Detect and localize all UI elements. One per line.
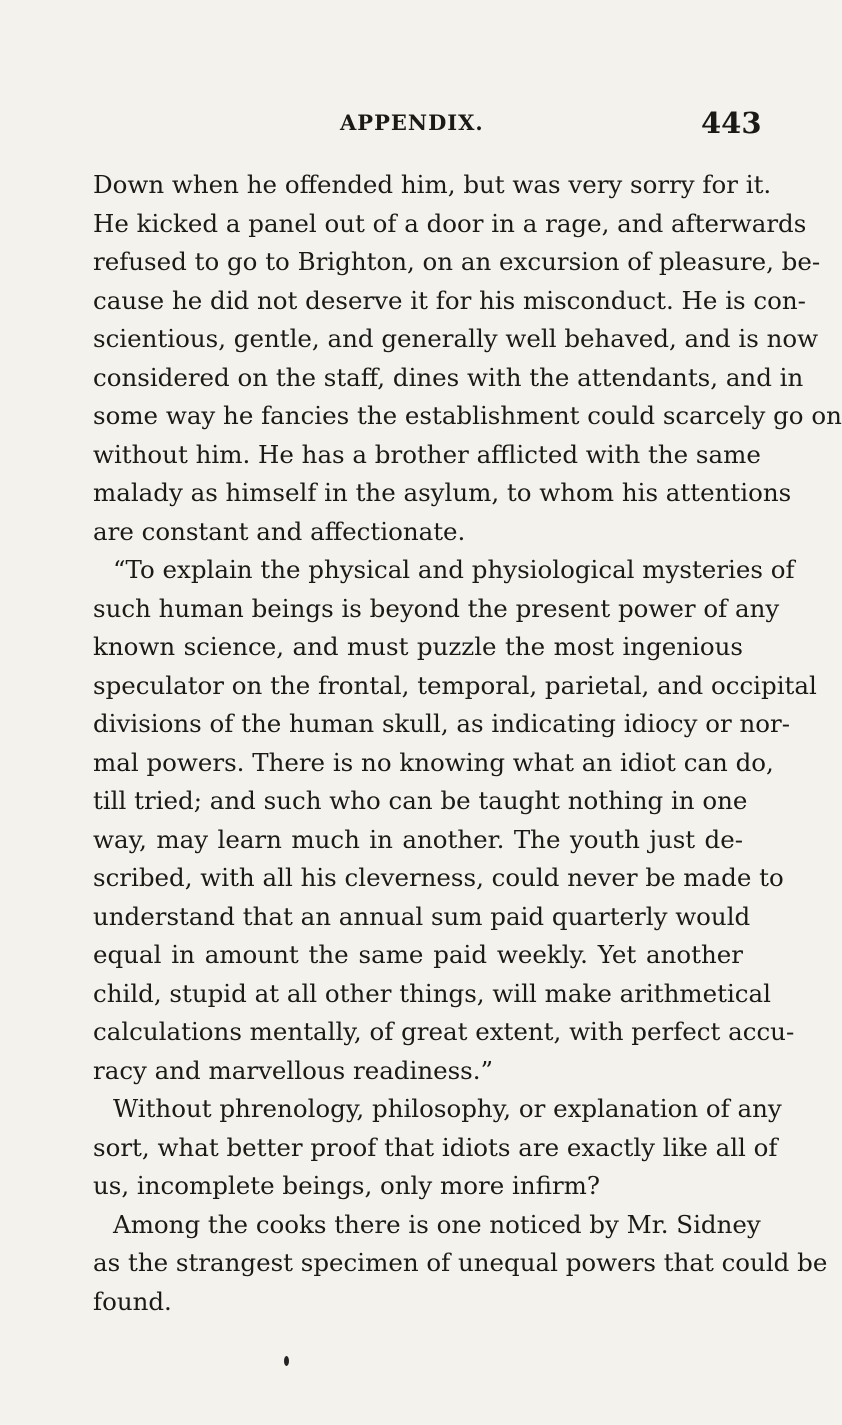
text-line: are constant and affectionate. <box>93 516 466 546</box>
text-line: equal in amount the same paid weekly. Yet another <box>93 940 743 969</box>
text-line: such human beings is beyond the present power of any <box>93 593 780 623</box>
text-line: us, incomplete beings, only more infirm? <box>93 1171 601 1200</box>
text-line: refused to go to Brighton, on an excursion of pleasure, be- <box>93 247 821 276</box>
text-line: scientious, gentle, and generally well behaved, and is now <box>93 324 819 353</box>
text-line: cause he did not deserve it for his misconduct. He is con- <box>93 285 806 315</box>
text-line: understand that an annual sum paid quarterly would <box>93 901 751 931</box>
text-line: Without phrenology, philosophy, or explanation of any <box>113 1094 782 1123</box>
text-line: considered on the staff, dines with the attendants, and in <box>93 362 804 392</box>
running-head-title: APPENDIX. <box>340 110 484 135</box>
text-line: way, may learn much in another. The youth just de- <box>93 824 743 854</box>
text-line: malady as himself in the asylum, to whom his attentions <box>93 478 792 507</box>
text-line: scribed, with all his cleverness, could never be made to <box>93 863 784 892</box>
text-line: found. <box>93 1286 172 1316</box>
text-line: Among the cooks there is one noticed by Mr. Sidney <box>113 1209 761 1239</box>
text-line: mal powers. There is no knowing what an idiot can do, <box>93 747 774 777</box>
text-line: speculator on the frontal, temporal, parietal, and occipital <box>93 670 817 700</box>
body-text <box>93 166 842 1321</box>
text-line: “To explain the physical and physiological mysteries of <box>113 555 795 584</box>
text-line: racy and marvellous readiness.” <box>93 1055 494 1085</box>
running-head <box>0 104 800 144</box>
text-line: Down when he offended him, but was very sorry for it. <box>93 170 772 199</box>
text-line: child, stupid at all other things, will make arithmetical <box>93 978 771 1008</box>
text-line: sort, what better proof that idiots are exactly like all of <box>93 1132 778 1162</box>
ink-speck <box>284 1356 289 1366</box>
text-line: He kicked a panel out of a door in a rage, and afterwards <box>93 208 807 238</box>
page-number: 443 <box>701 106 762 140</box>
text-line: till tried; and such who can be taught nothing in one <box>93 786 748 815</box>
text-line: calculations mentally, of great extent, with perfect accu- <box>93 1017 795 1046</box>
text-line: without him. He has a brother afflicted with the same <box>93 439 761 469</box>
text-line: as the strangest specimen of unequal powers that could be <box>93 1248 828 1277</box>
text-line: divisions of the human skull, as indicating idiocy or nor- <box>93 709 791 738</box>
text-line: some way he fancies the establishment could scarcely go on <box>93 401 842 430</box>
text-line: known science, and must puzzle the most ingenious <box>93 632 743 661</box>
